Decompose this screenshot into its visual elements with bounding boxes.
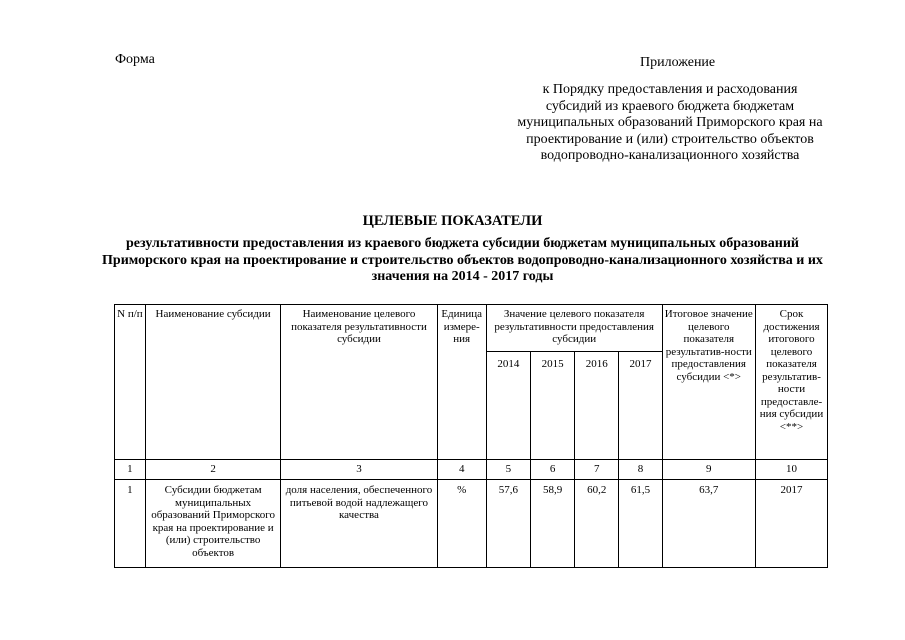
column-number: 8 bbox=[619, 460, 662, 480]
column-number: 7 bbox=[575, 460, 619, 480]
column-number: 9 bbox=[662, 460, 755, 480]
cell-value-2017: 61,5 bbox=[619, 480, 662, 568]
cell-value-2016: 60,2 bbox=[575, 480, 619, 568]
cell-value-2015: 58,9 bbox=[531, 480, 575, 568]
column-number: 3 bbox=[281, 460, 437, 480]
header-values: Значение целевого показателя результативности предоставления субсидии bbox=[486, 305, 662, 352]
header-deadline: Срок достижения итогового целевого показателя результатив-ности предоставле-ния субсидии <**> bbox=[756, 305, 828, 460]
indicators-table bbox=[114, 304, 828, 568]
form-label: Форма bbox=[115, 52, 155, 67]
header-year: 2014 bbox=[486, 352, 530, 460]
header-subsidy-name: Наименование субсидии bbox=[145, 305, 281, 460]
column-numbers-row bbox=[115, 460, 828, 480]
cell-indicator-name: доля населения, обеспеченного питьевой водой надлежащего качества bbox=[281, 480, 437, 568]
header-year: 2017 bbox=[619, 352, 662, 460]
table-row bbox=[115, 480, 828, 568]
header-year: 2016 bbox=[575, 352, 619, 460]
column-number: 6 bbox=[531, 460, 575, 480]
cell-final-value: 63,7 bbox=[662, 480, 755, 568]
column-number: 5 bbox=[486, 460, 530, 480]
header-unit: Единица измере-ния bbox=[437, 305, 486, 460]
document-title: ЦЕЛЕВЫЕ ПОКАЗАТЕЛИ bbox=[362, 213, 543, 229]
header-num: N п/п bbox=[115, 305, 146, 460]
table-header-row bbox=[115, 305, 828, 352]
header-final-value: Итоговое значение целевого показателя результатив-ности предоставления субсидии <*> bbox=[662, 305, 755, 460]
column-number: 2 bbox=[145, 460, 281, 480]
cell-deadline: 2017 bbox=[756, 480, 828, 568]
cell-subsidy-name: Субсидии бюджетам муниципальных образований Приморского края на проектирование и (или) строительство объектов bbox=[145, 480, 281, 568]
column-number: 1 bbox=[115, 460, 146, 480]
column-number: 4 bbox=[437, 460, 486, 480]
cell-num: 1 bbox=[115, 480, 146, 568]
appendix-text: к Порядку предоставления и расходования субсидий из краевого бюджета бюджетам муниципальных образований Приморского края на проектирование и (или) строительство объектов водопроводно-канализационного хозяйства bbox=[517, 82, 823, 163]
cell-unit: % bbox=[437, 480, 486, 568]
document-subtitle: результативности предоставления из краевого бюджета субсидии бюджетам муниципальных образований Приморского края на проектирование и строительство объектов водопроводно-канализационного хозяйства и их значения на 2014 - 2017 годы bbox=[102, 236, 823, 284]
column-number: 10 bbox=[756, 460, 828, 480]
header-year: 2015 bbox=[531, 352, 575, 460]
cell-value-2014: 57,6 bbox=[486, 480, 530, 568]
header-indicator-name: Наименование целевого показателя результативности субсидии bbox=[281, 305, 437, 460]
appendix-title: Приложение bbox=[640, 55, 716, 70]
